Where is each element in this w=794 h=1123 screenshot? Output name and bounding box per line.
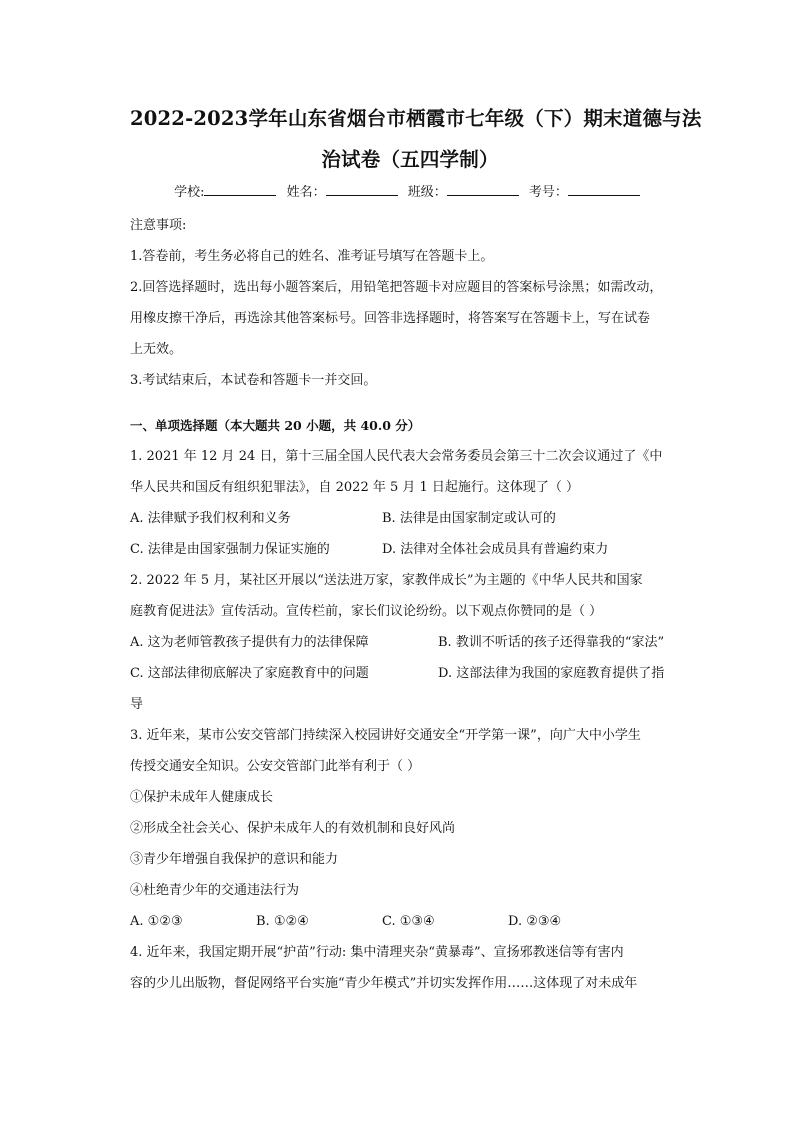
notice-item: 上无效。 bbox=[130, 342, 183, 357]
question-1-stem: 1. 2021 年 12 月 24 日，第十三届全国人民代表大会常务委员会第三十二次会议通过了《中 bbox=[130, 449, 663, 464]
question-3-options-row bbox=[130, 906, 690, 937]
option-c: C. 这部法律彻底解决了家庭教育中的问题 bbox=[130, 666, 369, 681]
option-b: B. 教训不听话的孩子还得靠我的“家法” bbox=[438, 635, 665, 650]
notice-item: 用橡皮擦干净后，再选涂其他答案标号。回答非选择题时，将答案写在答题卡上，写在试卷 bbox=[130, 311, 651, 326]
question-2-options-row bbox=[130, 627, 690, 658]
question-3-stem: 传授交通安全知识。公安交管部门此举有利于（ ） bbox=[130, 759, 421, 774]
question-2-stem: 庭教育促进法》宣传活动。宣传栏前，家长们议论纷纷。以下观点你赞同的是（ ） bbox=[130, 604, 603, 619]
question-4-stem: 容的少儿出版物，督促网络平台实施“青少年模式”并切实发挥作用……这体现了对未成年 bbox=[130, 976, 638, 991]
option-b: B. 法律是由国家制定或认可的 bbox=[382, 511, 556, 526]
question-2-options-row bbox=[130, 658, 690, 689]
question-4-stem: 4. 近年来，我国定期开展“护苗”行动: 集中清理夹杂“黄暴毒”、宣扬邪教迷信等有害内 bbox=[130, 945, 624, 960]
notice-item: 2.回答选择题时，选出每小题答案后，用铅笔把答题卡对应题目的答案标号涂黑；如需改动， bbox=[130, 280, 663, 295]
school-blank bbox=[204, 183, 276, 196]
statement-2: ②形成全社会关心、保护未成年人的有效机制和良好风尚 bbox=[130, 821, 456, 836]
statement-1: ①保护未成年人健康成长 bbox=[130, 790, 274, 805]
exam-title-line-2: 治试卷（五四学制） bbox=[321, 148, 499, 171]
exam-title bbox=[130, 98, 702, 180]
option-b: B. ①②④ bbox=[256, 914, 309, 929]
school-label: 学校: bbox=[174, 185, 205, 200]
class-label: 班级： bbox=[407, 185, 447, 200]
option-d-wrap: 导 bbox=[130, 697, 144, 712]
notice-item: 3.考试结束后，本试卷和答题卡一并交回。 bbox=[130, 373, 377, 388]
section-heading: 一、单项选择题（本大题共 20 小题，共 40.0 分） bbox=[130, 418, 421, 433]
exam-content bbox=[130, 98, 702, 999]
question-1-stem: 华人民共和国反有组织犯罪法》，自 2022 年 5 月 1 日起施行。这体现了（ ） bbox=[130, 480, 580, 495]
id-blank bbox=[568, 183, 640, 196]
option-d: D. 这部法律为我国的家庭教育提供了指 bbox=[438, 666, 665, 681]
question-1-options-row bbox=[130, 534, 690, 565]
name-label: 姓名： bbox=[286, 185, 326, 200]
option-c: C. 法律是由国家强制力保证实施的 bbox=[130, 542, 330, 557]
notice-item: 1.答卷前，考生务必将自己的姓名、准考证号填写在答题卡上。 bbox=[130, 249, 494, 264]
option-d: D. 法律对全体社会成员具有普遍约束力 bbox=[382, 542, 609, 557]
option-a: A. 法律赋予我们权利和义务 bbox=[130, 511, 291, 526]
question-1-options-row bbox=[130, 503, 690, 534]
question-3-stem: 3. 近年来，某市公安交管部门持续深入校园讲好交通安全“开学第一课”，向广大中小学生 bbox=[130, 728, 641, 743]
option-a: A. 这为老师管教孩子提供有力的法律保障 bbox=[130, 635, 369, 650]
statement-3: ③青少年增强自我保护的意识和能力 bbox=[130, 852, 339, 867]
statement-4: ④杜绝青少年的交通违法行为 bbox=[130, 883, 300, 898]
notice-title: 注意事项: bbox=[130, 218, 187, 233]
id-label: 考号： bbox=[528, 185, 568, 200]
class-blank bbox=[447, 183, 519, 196]
option-d: D. ②③④ bbox=[508, 914, 562, 929]
student-info-line bbox=[130, 183, 690, 203]
option-a: A. ①②③ bbox=[130, 914, 183, 929]
option-c: C. ①③④ bbox=[382, 914, 435, 929]
question-2-stem: 2. 2022 年 5 月，某社区开展以“送法进万家，家教伴成长”为主题的《中华人民共和国家 bbox=[130, 573, 643, 588]
exam-title-line-1: 2022-2023学年山东省烟台市栖霞市七年级（下）期末道德与法 bbox=[130, 107, 702, 130]
name-blank bbox=[326, 183, 398, 196]
